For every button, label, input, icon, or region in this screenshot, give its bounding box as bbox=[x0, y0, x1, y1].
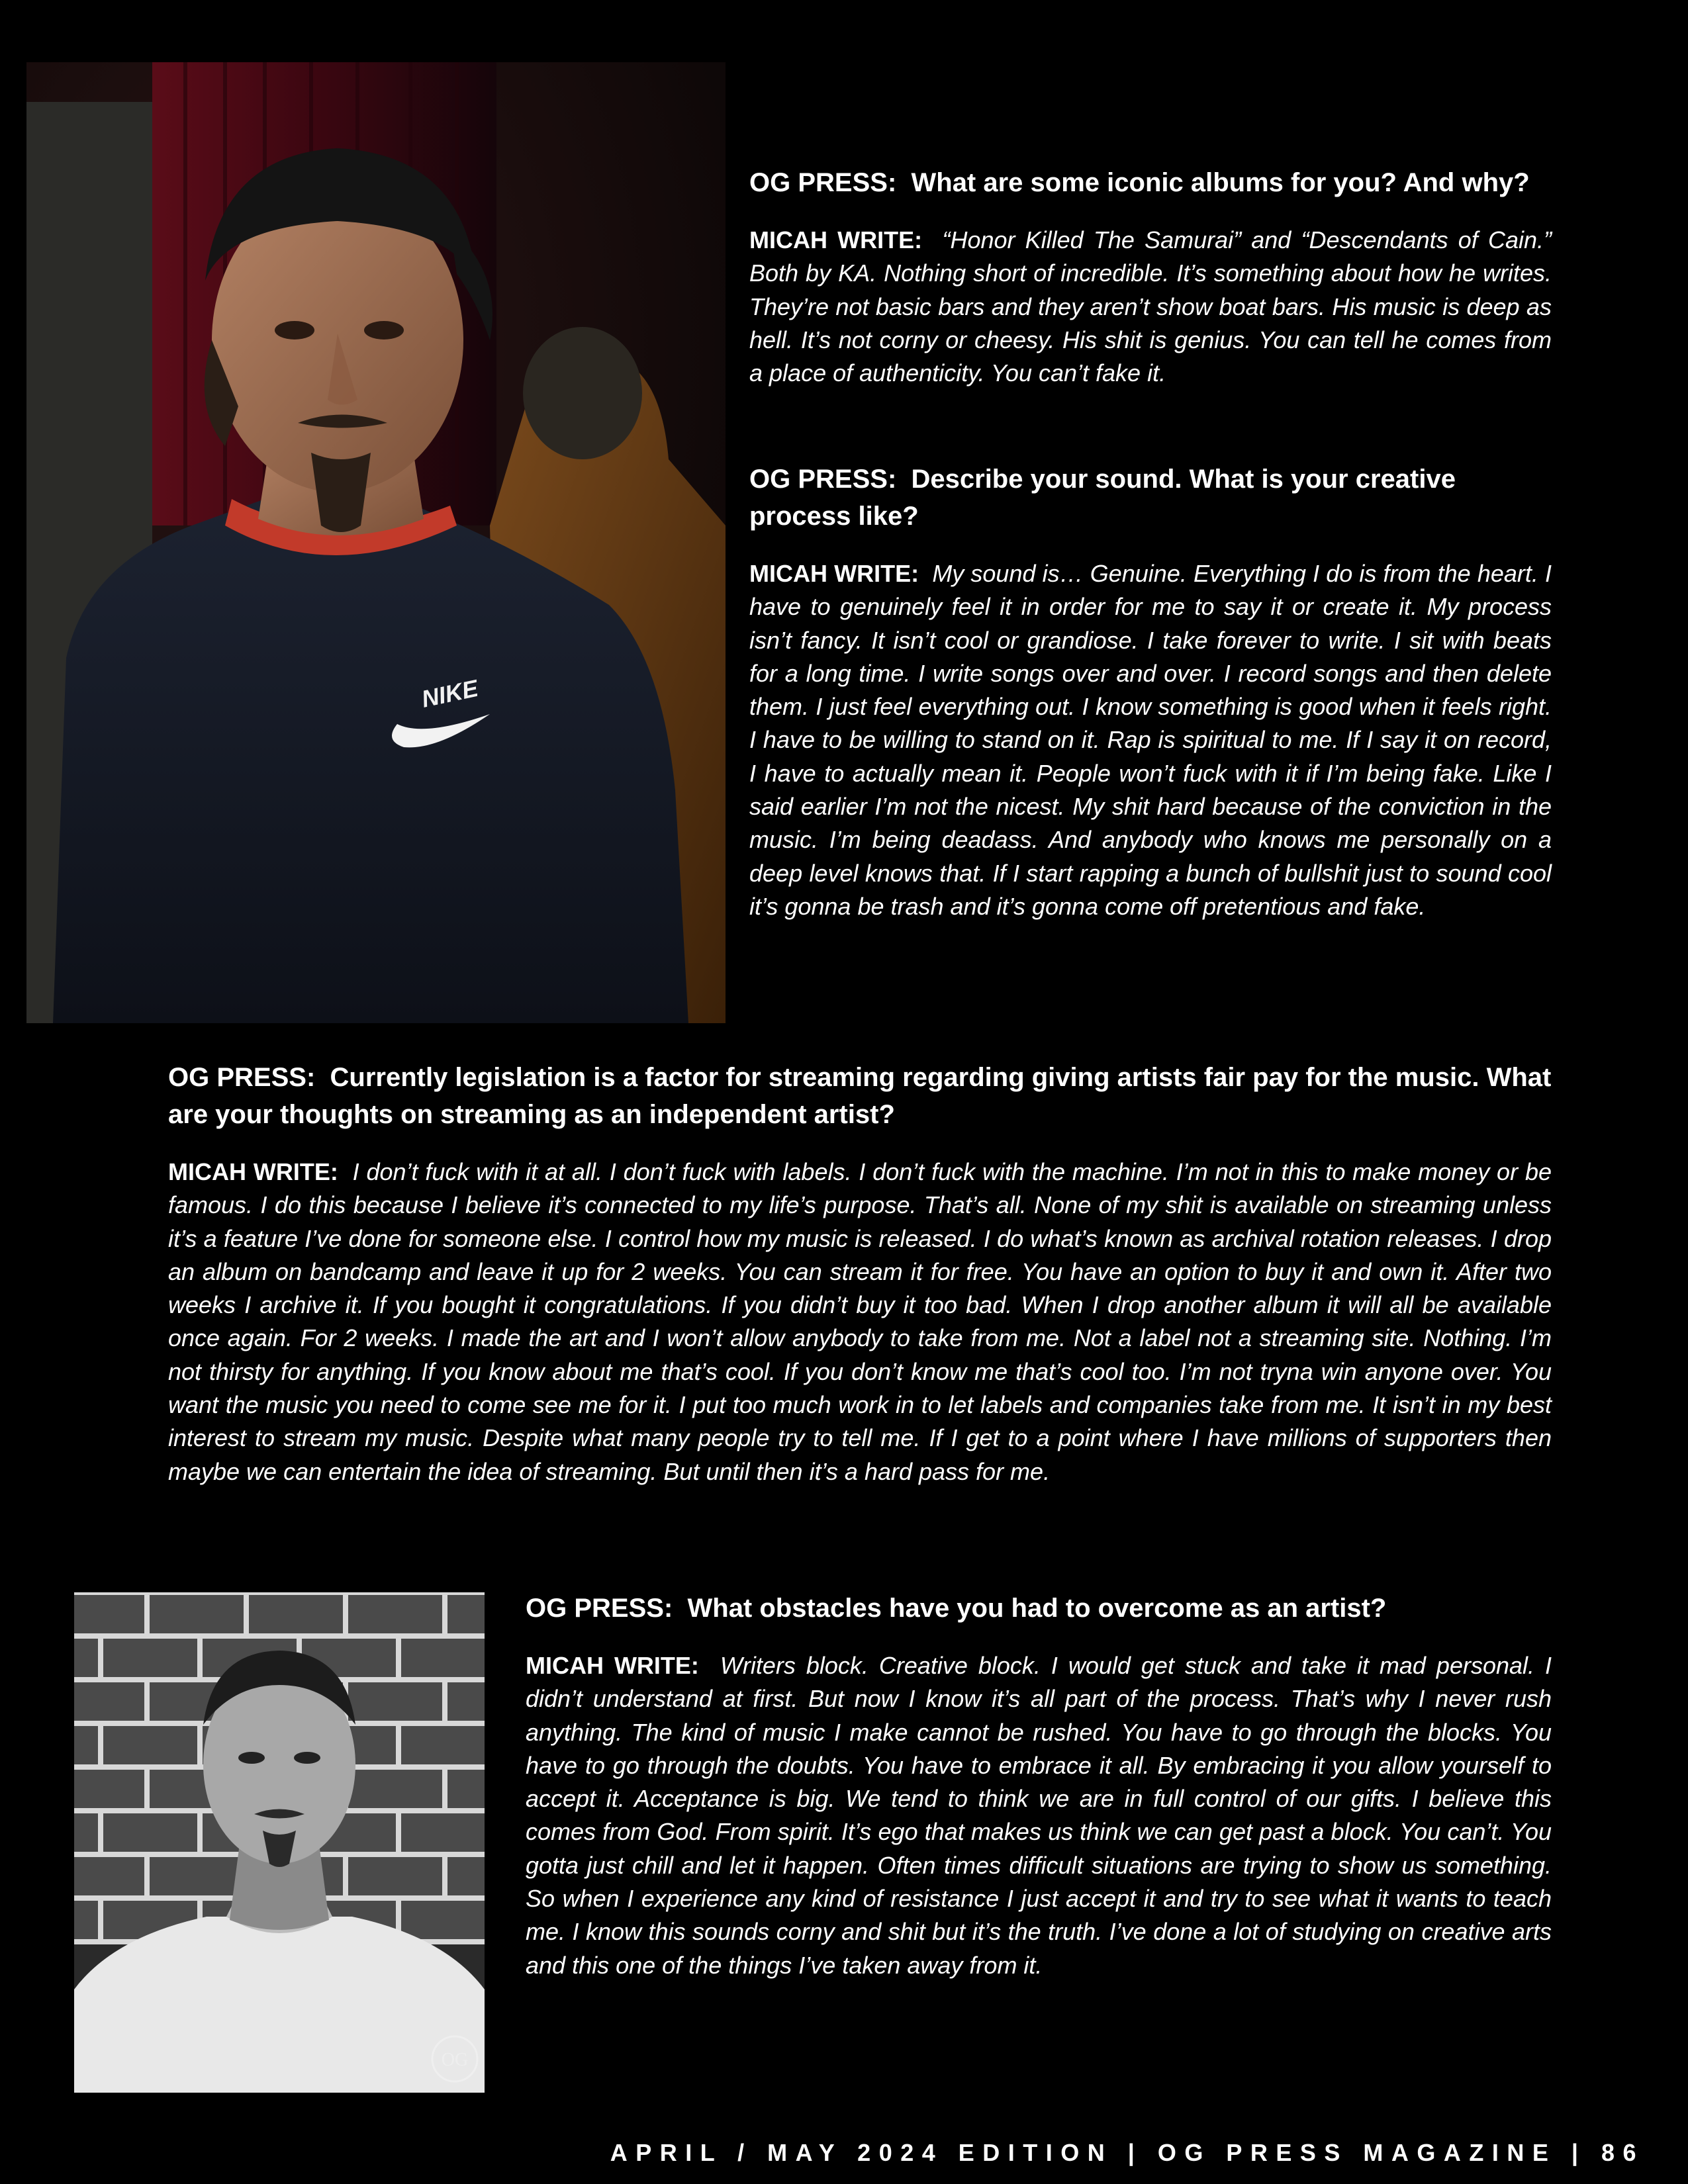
question-prefix: OG PRESS: bbox=[749, 465, 897, 494]
answer-speaker: MICAH WRITE: bbox=[526, 1652, 699, 1679]
interview-block-1 bbox=[749, 164, 1552, 390]
interview-block-2 bbox=[749, 461, 1552, 923]
bw-portrait-illustration bbox=[74, 1592, 485, 2093]
question-text: What obstacles have you had to overcome as an artist? bbox=[687, 1594, 1387, 1623]
page-footer: APRIL / MAY 2024 EDITION | OG PRESS MAGAZINE | 86 bbox=[610, 2139, 1644, 2166]
answer-text: “Honor Killed The Samurai” and “Descendants of Cain.” Both by KA. Nothing short of incredible. It’s something about how he writes. They’re not basic bars and they aren’t show boat bars. His music is deep as hell. It’s not corny or cheesy. His shit is genius. You can tell he comes from a place of authenticity. You can’t fake it. bbox=[749, 226, 1552, 387]
question-3 bbox=[168, 1059, 1552, 1133]
question-4 bbox=[526, 1590, 1552, 1627]
question-text: What are some iconic albums for you? And why? bbox=[911, 168, 1530, 197]
answer-text: My sound is… Genuine. Everything I do is from the heart. I have to genuinely feel it in order for me to say it or create it. My process isn’t fancy. It isn’t cool or grandiose. I take forever to write. I sit with beats for a long time. I write songs over and over. I record songs and then delete them. I just feel everything out. I know something is good when it feels right. I have to be willing to stand on it. Rap is spiritual to me. If I say it on record, I have to actually mean it. People won’t fuck with it if I’m being fake. Like I said earlier I’m not the nicest. My shit hard because of the conviction in the music. I’m being deadass. And anybody who knows me personally on a deep level knows that. If I start rapping a bunch of bullshit just to sound cool it’s gonna be trash and it’s gonna come off pretentious and fake. bbox=[749, 560, 1552, 920]
question-prefix: OG PRESS: bbox=[168, 1063, 316, 1092]
question-1 bbox=[749, 164, 1552, 201]
question-2 bbox=[749, 461, 1552, 535]
portrait-illustration bbox=[26, 62, 726, 1023]
photo-micah-write-portrait bbox=[26, 62, 726, 1023]
question-prefix: OG PRESS: bbox=[749, 168, 897, 197]
question-text: Describe your sound. What is your creative process like? bbox=[749, 465, 1456, 531]
nike-logo-text: NIKE bbox=[419, 674, 481, 713]
answer-text: I don’t fuck with it at all. I don’t fuck with labels. I don’t fuck with the machine. I’m not in this to make money or be famous. I do this because I believe it’s connected to my life’s purpose. That’s all. None of my shit is available on streaming unless it’s a feature I’ve done for someone else. I control how my music is released. I do what’s known as archival rotation releases. I drop an album on bandcamp and leave it up for 2 weeks. You can stream it for free. You have an option to buy it and own it. After two weeks I archive it. If you bought it congratulations. If you didn’t buy it too bad. When I drop another album it will all be available once again. For 2 weeks. I made the art and I won’t allow anybody to take from me. Not a label not a streaming site. Nothing. I’m not thirsty for anything. If you know about me that’s cool. If you don’t know me that’s cool too. I’m not tryna win anyone over. You want the music you need to come see me for it. I put too much work in to let labels and companies take from me. It isn’t in my best interest to stream my music. Despite what many people try to tell me. If I get to a point where I have millions of supporters then maybe we can entertain the idea of streaming. But until then it’s a hard pass for me. bbox=[168, 1158, 1552, 1485]
question-prefix: OG PRESS: bbox=[526, 1594, 673, 1623]
answer-4 bbox=[526, 1649, 1552, 1982]
answer-3 bbox=[168, 1156, 1552, 1488]
answer-1 bbox=[749, 224, 1552, 390]
photo-micah-write-bw-portrait bbox=[74, 1592, 485, 2093]
interview-block-3 bbox=[168, 1059, 1552, 1488]
og-watermark: OG bbox=[441, 2050, 469, 2070]
answer-speaker: MICAH WRITE: bbox=[749, 226, 923, 253]
answer-speaker: MICAH WRITE: bbox=[749, 560, 919, 587]
answer-text: Writers block. Creative block. I would get stuck and take it mad personal. I didn’t understand at first. But now I know it’s all part of the process. That’s why I never rush anything. The kind of music I make cannot be rushed. You have to go through the blocks. You have to go through the doubts. You have to embrace it all. By embracing it you allow yourself to accept it. Acceptance is big. We tend to think we are in full control of our gifts. I believe this comes from God. From spirit. It’s ego that makes us think we can get past a block. You can’t. You gotta just chill and let it happen. Often times difficult situations are trying to show us something. So when I experience any kind of resistance I just accept it and try to see what it wants to teach me. I know this sounds corny and shit but it’s the truth. I’ve done a lot of studying on creative arts and this one of the things I’ve taken away from it. bbox=[526, 1652, 1552, 1979]
answer-speaker: MICAH WRITE: bbox=[168, 1158, 338, 1185]
interview-block-4 bbox=[526, 1590, 1552, 1982]
answer-2 bbox=[749, 557, 1552, 923]
question-text: Currently legislation is a factor for streaming regarding giving artists fair pay for the music. What are your thoughts on streaming as an independent artist? bbox=[168, 1063, 1552, 1129]
